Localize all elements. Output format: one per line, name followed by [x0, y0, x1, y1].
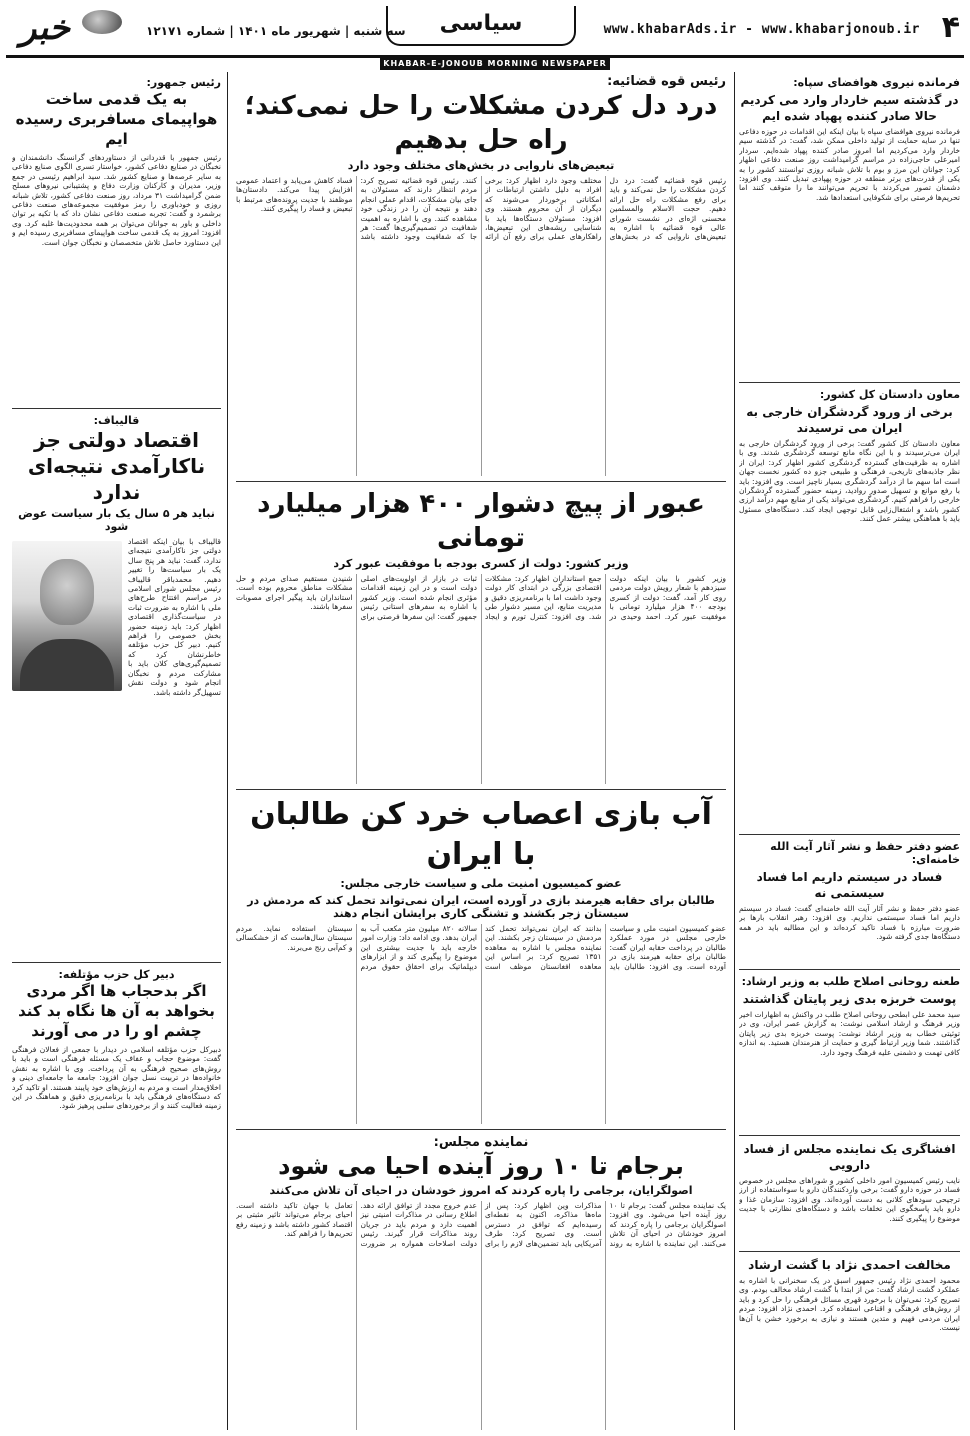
left-a2-kicker: قالیباف:	[93, 414, 140, 427]
left-column	[6, 72, 228, 1430]
right-a1-body: فرمانده نیروی هوافضای سپاه با بیان اینکه این اقدامات در حوزه دفاعی تنها در سایه حمایت از تولید داخلی ممکن شد، گفت: در گذشته سیم خاردار وارد می‌کردیم اما امروز صادر کننده پهپاد شده‌ایم. سردار امیرعلی حاجی‌زاده در مراسم گرامیداشت روز صنعت دفاعی اظهار کرد: جوانان این مرز و بوم با تلاش شبانه روزی توانستند کشور را به یکی از قدرت‌های برتر منطقه در حوزه پهپادی تبدیل کنند. وی افزود: دشمنان تصور می‌کردند با تحریم می‌توانند ما را متوقف کنند اما تحریم‌ها فرصتی برای شکوفایی استعدادها شد.	[739, 127, 960, 202]
left-a3-kicker: دبیر کل حزب مؤتلفه:	[58, 968, 175, 981]
divider	[739, 969, 960, 970]
right-a6-title: مخالفت احمدی نژاد با گشت ارشاد	[748, 1258, 951, 1272]
right-a3-body: عضو دفتر حفظ و نشر آثار آیت الله خامنه‌ای گفت: فساد در سیستم داریم اما فساد سیستمی نداریم. وی افزود: رهبر انقلاب بارها بر ضرورت مبارزه با فساد تاکید کرده‌اند و این مطالبه باید در همه دستگاه‌ها جدی گرفته شود.	[739, 904, 960, 942]
right-column	[734, 72, 964, 1430]
portrait-face	[40, 559, 94, 625]
issue-date: سه شنبه | شهریور ماه ۱۴۰۱ | شماره ۱۲۱۷۱	[146, 24, 406, 38]
divider	[236, 789, 726, 790]
divider	[739, 1251, 960, 1252]
divider	[12, 408, 221, 409]
center-a2-body: وزیر کشور با بیان اینکه دولت سیزدهم با شعار رویش دولت مردمی روی کار آمد، گفت: دولت از کسری بودجه ۴۰۰ هزار میلیارد تومانی با موفقیت عبور کرد. احمد وحیدی در جمع استانداران اظهار کرد: مشکلات اقتصادی بزرگی در ابتدای کار دولت وجود داشت اما با برنامه‌ریزی دقیق و مدیریت منابع، این مسیر دشوار طی شد. وی افزود: کنترل تورم و ایجاد ثبات در بازار از اولویت‌های اصلی دولت است و در این زمینه اقدامات مؤثری انجام شده است. وزیر کشور با اشاره به سفرهای استانی رئیس جمهور گفت: این سفرها فرصتی برای شنیدن مستقیم صدای مردم و حل مشکلات مناطق محروم بوده است. استانداران باید پیگیر اجرای مصوبات سفرها باشند.	[236, 574, 726, 621]
center-a3-deck2: طالبان برای حقابه هیرمند بازی در آورده است، ایران نمی‌تواند تحمل کند که مردمش در سیستان زجر بکشند و تشنگی کاری برایشان انجام دهند	[247, 894, 715, 920]
right-a3-title: فساد در سیستم داریم اما فساد سیستمی نه	[756, 870, 943, 900]
center-a1-deck: تبعیض‌های ناروایی در بخش‌های مختلف وجود دارد	[347, 159, 615, 172]
center-column	[236, 72, 726, 1430]
center-a3-deck: عضو کمیسیون امنیت ملی و سیاست خارجی مجلس:	[340, 877, 622, 890]
right-a5-body: نایب رئیس کمیسیون امور داخلی کشور و شوراهای مجلس در خصوص فساد در حوزه دارو گفت: برخی واردکنندگان دارو با سوءاستفاده از ارز ترجیحی سودهای کلانی به دست آورده‌اند. وی افزود: سازمان غذا و دارو باید پاسخگوی این تخلفات باشد و دستگاه‌های نظارتی با جدیت موضوع را پیگیری کنند.	[739, 1176, 960, 1223]
right-a6-body: محمود احمدی نژاد رئیس جمهور اسبق در یک سخنرانی با اشاره به عملکرد گشت ارشاد گفت: من از ابتدا با گشت ارشاد مخالف بودم. وی تصریح کرد: نمی‌توان با برخورد قهری مسائل فرهنگی را حل کرد و باید از روش‌های فرهنگی و اقناعی استفاده کرد. احمدی نژاد افزود: مردم ایران مردمی فهیم و متدین هستند و نیازی به برخورد خشن با آن‌ها نیست.	[739, 1276, 960, 1333]
center-a3-body: عضو کمیسیون امنیت ملی و سیاست خارجی مجلس در مورد عملکرد طالبان در پرداخت حقابه ایران گفت: طالبان برای حقابه هیرمند بازی در آورده است. وی افزود: طالبان باید بدانند که ایران نمی‌تواند تحمل کند مردمش در سیستان زجر بکشند. این نماینده مجلس با اشاره به معاهده ۱۳۵۱ تصریح کرد: بر اساس این معاهده افغانستان موظف است سالانه ۸۲۰ میلیون متر مکعب آب به ایران بدهد. وی ادامه داد: وزارت امور خارجه باید با جدیت بیشتری این موضوع را پیگیری کند و از ابزارهای دیپلماتیک برای احقاق حقوق مردم سیستان استفاده نماید. مردم سیستان سال‌هاست که از خشکسالی و کم‌آبی رنج می‌برند.	[236, 924, 726, 971]
masthead-strap: KHABAR-E-JONOUB MORNING NEWSPAPER	[380, 58, 610, 70]
right-a3-kicker: عضو دفتر حفظ و نشر آثار آیت الله خامنه‌ای:	[770, 840, 960, 866]
right-a1-title: در گذشته سیم خاردار وارد می کردیم حالا صادر کننده پهپاد شده ایم	[740, 93, 959, 123]
center-a3-title: آب بازی اعصاب خرد کن طالبان با ایران	[250, 797, 712, 872]
right-a4-body: سید محمد علی ابطحی روحانی اصلاح طلب در واکنش به اظهارات اخیر وزیر فرهنگ و ارشاد اسلامی نوشت: به گزارش عصر ایران، وی در توئیتی خطاب به وزیر ارشاد نوشت: پوست خربزه بدی زیر پایتان گذاشتند. شما وزیر ارتباط گیری و حمایت از هنرمندان هستید. به اندازه کافی تهمت و دشمنی علیه فرهنگ وجود دارد.	[739, 1010, 960, 1057]
left-a2-body: قالیباف با بیان اینکه اقتصاد دولتی جز ناکارآمدی نتیجه‌ای ندارد، گفت: نباید هر پنج سال یک بار سیاست‌ها را تغییر دهیم. محمدباقر قالیباف رئیس مجلس شورای اسلامی در مراسم افتتاح طرح‌های ملی با اشاره به ضرورت ثبات در سیاست‌گذاری اقتصادی اظهار کرد: باید زمینه حضور بخش خصوصی را فراهم کنیم. دبیر کل حزب مؤتلفه خاطرنشان کرد که تصمیم‌گیری‌های کلان باید با مشارکت مردم و نخبگان انجام شود و دولت نقش تسهیل‌گر داشته باشد.	[128, 537, 221, 697]
right-a5-title: افشاگری یک نماینده مجلس از فساد دارویی	[743, 1142, 956, 1172]
left-a3-body: دبیرکل حزب مؤتلفه اسلامی در دیدار با جمعی از فعالان فرهنگی گفت: موضوع حجاب و عفاف یک مسئله فرهنگی است و باید با روش‌های صحیح فرهنگی به آن پرداخت. وی با اشاره به نقش خانواده‌ها در تربیت نسل جوان افزود: جامعه ما جامعه‌ای دینی و اخلاق‌مدار است و مردم به ارزش‌های خود پایبند هستند. او تاکید کرد که دستگاه‌های فرهنگی باید با برنامه‌ریزی دقیق و هماهنگ در این زمینه فعالیت کنند و از برخوردهای سلبی پرهیز شود.	[12, 1045, 221, 1111]
portrait-shoulders	[20, 639, 114, 691]
divider	[236, 1129, 726, 1130]
center-a4-title: برجام تا ۱۰ روز آینده احیا می شود	[278, 1152, 684, 1180]
divider	[12, 962, 221, 963]
divider	[739, 1135, 960, 1136]
newspaper-logo	[10, 8, 130, 54]
center-a1-kicker: رئیس قوه قضائیه:	[607, 74, 726, 89]
logo-text: خبر	[20, 8, 71, 48]
masthead	[6, 6, 964, 58]
center-a1-body: رئیس قوه قضائیه گفت: درد دل کردن مشکلات را حل نمی‌کند و باید برای رفع مشکلات راه حل ارائه دهیم. حجت الاسلام والمسلمین محسنی اژه‌ای در نشست شورای عالی قوه قضائیه با اشاره به تبعیض‌های ناروایی که در بخش‌های مختلف وجود دارد اظهار کرد: برخی افراد به دلیل داشتن ارتباطات از امکاناتی برخوردار می‌شوند که دیگران از آن محروم هستند. وی افزود: مسئولان دستگاه‌ها باید با شناسایی ریشه‌های این تبعیض‌ها، راهکارهای عملی برای رفع آن ارائه کنند. رئیس قوه قضائیه تصریح کرد: مردم انتظار دارند که مسئولان به جای بیان مشکلات، اقدام عملی انجام دهند و نتیجه آن را در زندگی خود مشاهده کنند. وی با اشاره به اهمیت شفافیت در تصمیم‌گیری‌ها گفت: هر جا که شفافیت وجود داشته باشد فساد کاهش می‌یابد و اعتماد عمومی افزایش پیدا می‌کند. دادستان‌ها موظفند با جدیت پرونده‌های مرتبط با تبعیض و فساد را پیگیری کنند.	[236, 176, 726, 242]
left-a1-title: به یک قدمی ساخت هواپیمای مسافربری رسیده ایم	[15, 90, 218, 148]
right-a2-title: برخی از ورود گردشگران خارجی به ایران می ترسیدند	[746, 405, 953, 435]
center-a1-title: درد دل کردن مشکلات را حل نمی‌کند؛ راه حل بدهیم	[244, 91, 718, 155]
center-a4-deck: اصولگرایان، برجامی را پاره کردند که امروز خودشان در احیای آن تلاش می‌کنند	[269, 1184, 693, 1197]
divider	[739, 834, 960, 835]
center-a4-kicker: نماینده مجلس:	[433, 1135, 529, 1150]
right-a2-kicker: معاون دادستان کل کشور:	[819, 388, 960, 401]
right-a4-kicker: طعنه روحانی اصلاح طلب به وزیر ارشاد:	[741, 975, 960, 988]
center-a2-deck: وزیر کشور: دولت از کسری بودجه با موفقیت عبور کرد	[333, 557, 629, 570]
portrait-photo	[12, 541, 122, 691]
center-a4-body: یک نماینده مجلس گفت: برجام تا ۱۰ روز آینده احیا می‌شود. وی افزود: اصولگرایان برجامی را پاره کردند که امروز خودشان در احیای آن تلاش می‌کنند. این نماینده با اشاره به روند مذاکرات وین اظهار کرد: پس از ماه‌ها مذاکره، اکنون به نقطه‌ای رسیده‌ایم که توافق در دسترس است. وی تصریح کرد: طرف آمریکایی باید تضمین‌های لازم را برای عدم خروج مجدد از توافق ارائه دهد. اطلاع رسانی در مذاکرات امنیتی نیز اهمیت دارد و مردم باید در جریان روند مذاکرات قرار گیرند. رئیس دولت اصلاحات همواره بر ضرورت تعامل با جهان تاکید داشته است. احیای برجام می‌تواند تاثیر مثبتی بر اقتصاد کشور داشته باشد و زمینه رفع تحریم‌ها را فراهم کند.	[236, 1201, 726, 1248]
left-a2-deck: نباید هر ۵ سال یک بار سیاست عوض شود	[18, 507, 215, 533]
right-a4-title: پوست خربزه بدی زیر پایتان گذاشتند	[742, 992, 957, 1006]
left-a3-title: اگر بدحجاب ها اگر مردی بخواهد به آن ها نگاه بد کند چشم او را در می آورند	[18, 982, 215, 1040]
website-urls[interactable]: www.khabarAds.ir - www.khabarjonoub.ir	[603, 22, 920, 37]
center-a2-title: عبور از پیچ دشوار ۴۰۰ هزار میلیارد تومانی	[257, 489, 705, 553]
left-a2-title: اقتصاد دولتی جز ناکارآمدی نتیجه‌ای ندارد	[27, 428, 206, 504]
page-number: ۴	[941, 10, 960, 45]
left-a1-kicker: رئیس جمهور:	[146, 76, 221, 89]
left-a1-body: رئیس جمهور با قدردانی از دستاوردهای گرانسنگ دانشمندان و نخبگان در صنایع دفاعی کشور، خواستار تسری الگوی صنایع دفاعی به سایر عرصه‌ها و صنایع کشور شد. سید ابراهیم رئیسی در جمع وزیر، مدیران و کارکنان وزارت دفاع و پشتیبانی نیروهای مسلح ضمن گرامیداشت ۳۱ مرداد، روز صنعت دفاعی کشور، تلاش شبانه روزی و خودباوری را رمز موفقیت مجموعه‌های صنعت دفاعی برشمرد و گفت: تجربه صنعت دفاعی نشان داد که با تکیه بر توان داخلی و باور به جوانان می‌توان بر همه محدودیت‌ها غلبه کرد. وی افزود: امروز به یک قدمی ساخت هواپیمای مسافربری رسیده ایم و این دستاورد حاصل تلاش متخصصان و نخبگان جوان است.	[12, 153, 221, 247]
globe-icon	[82, 10, 122, 34]
divider	[739, 382, 960, 383]
right-a1-kicker: فرمانده نیروی هوافضای سپاه:	[793, 76, 960, 89]
right-a2-body: معاون دادستان کل کشور گفت: برخی از ورود گردشگران خارجی به ایران می‌ترسیدند و با این نگاه مانع توسعه گردشگری شدند. وی با اشاره به ظرفیت‌های گسترده گردشگری کشور اظهار کرد: ایران از نظر جاذبه‌های تاریخی، فرهنگی و طبیعی جزو ده کشور نخست جهان است اما سهم ما از درآمد گردشگری بسیار ناچیز است. وی افزود: باید با رفع موانع و تسهیل صدور روادید، زمینه حضور گسترده گردشگران خارجی را فراهم کنیم. گردشگری می‌تواند یکی از منابع مهم درآمد ارزی کشور باشد و اشتغال‌زایی قابل توجهی ایجاد کند. دستگاه‌های مسئول باید با هماهنگی بیشتر عمل کنند.	[739, 439, 960, 524]
section-tab: سیاسی	[386, 6, 576, 46]
divider	[236, 481, 726, 482]
